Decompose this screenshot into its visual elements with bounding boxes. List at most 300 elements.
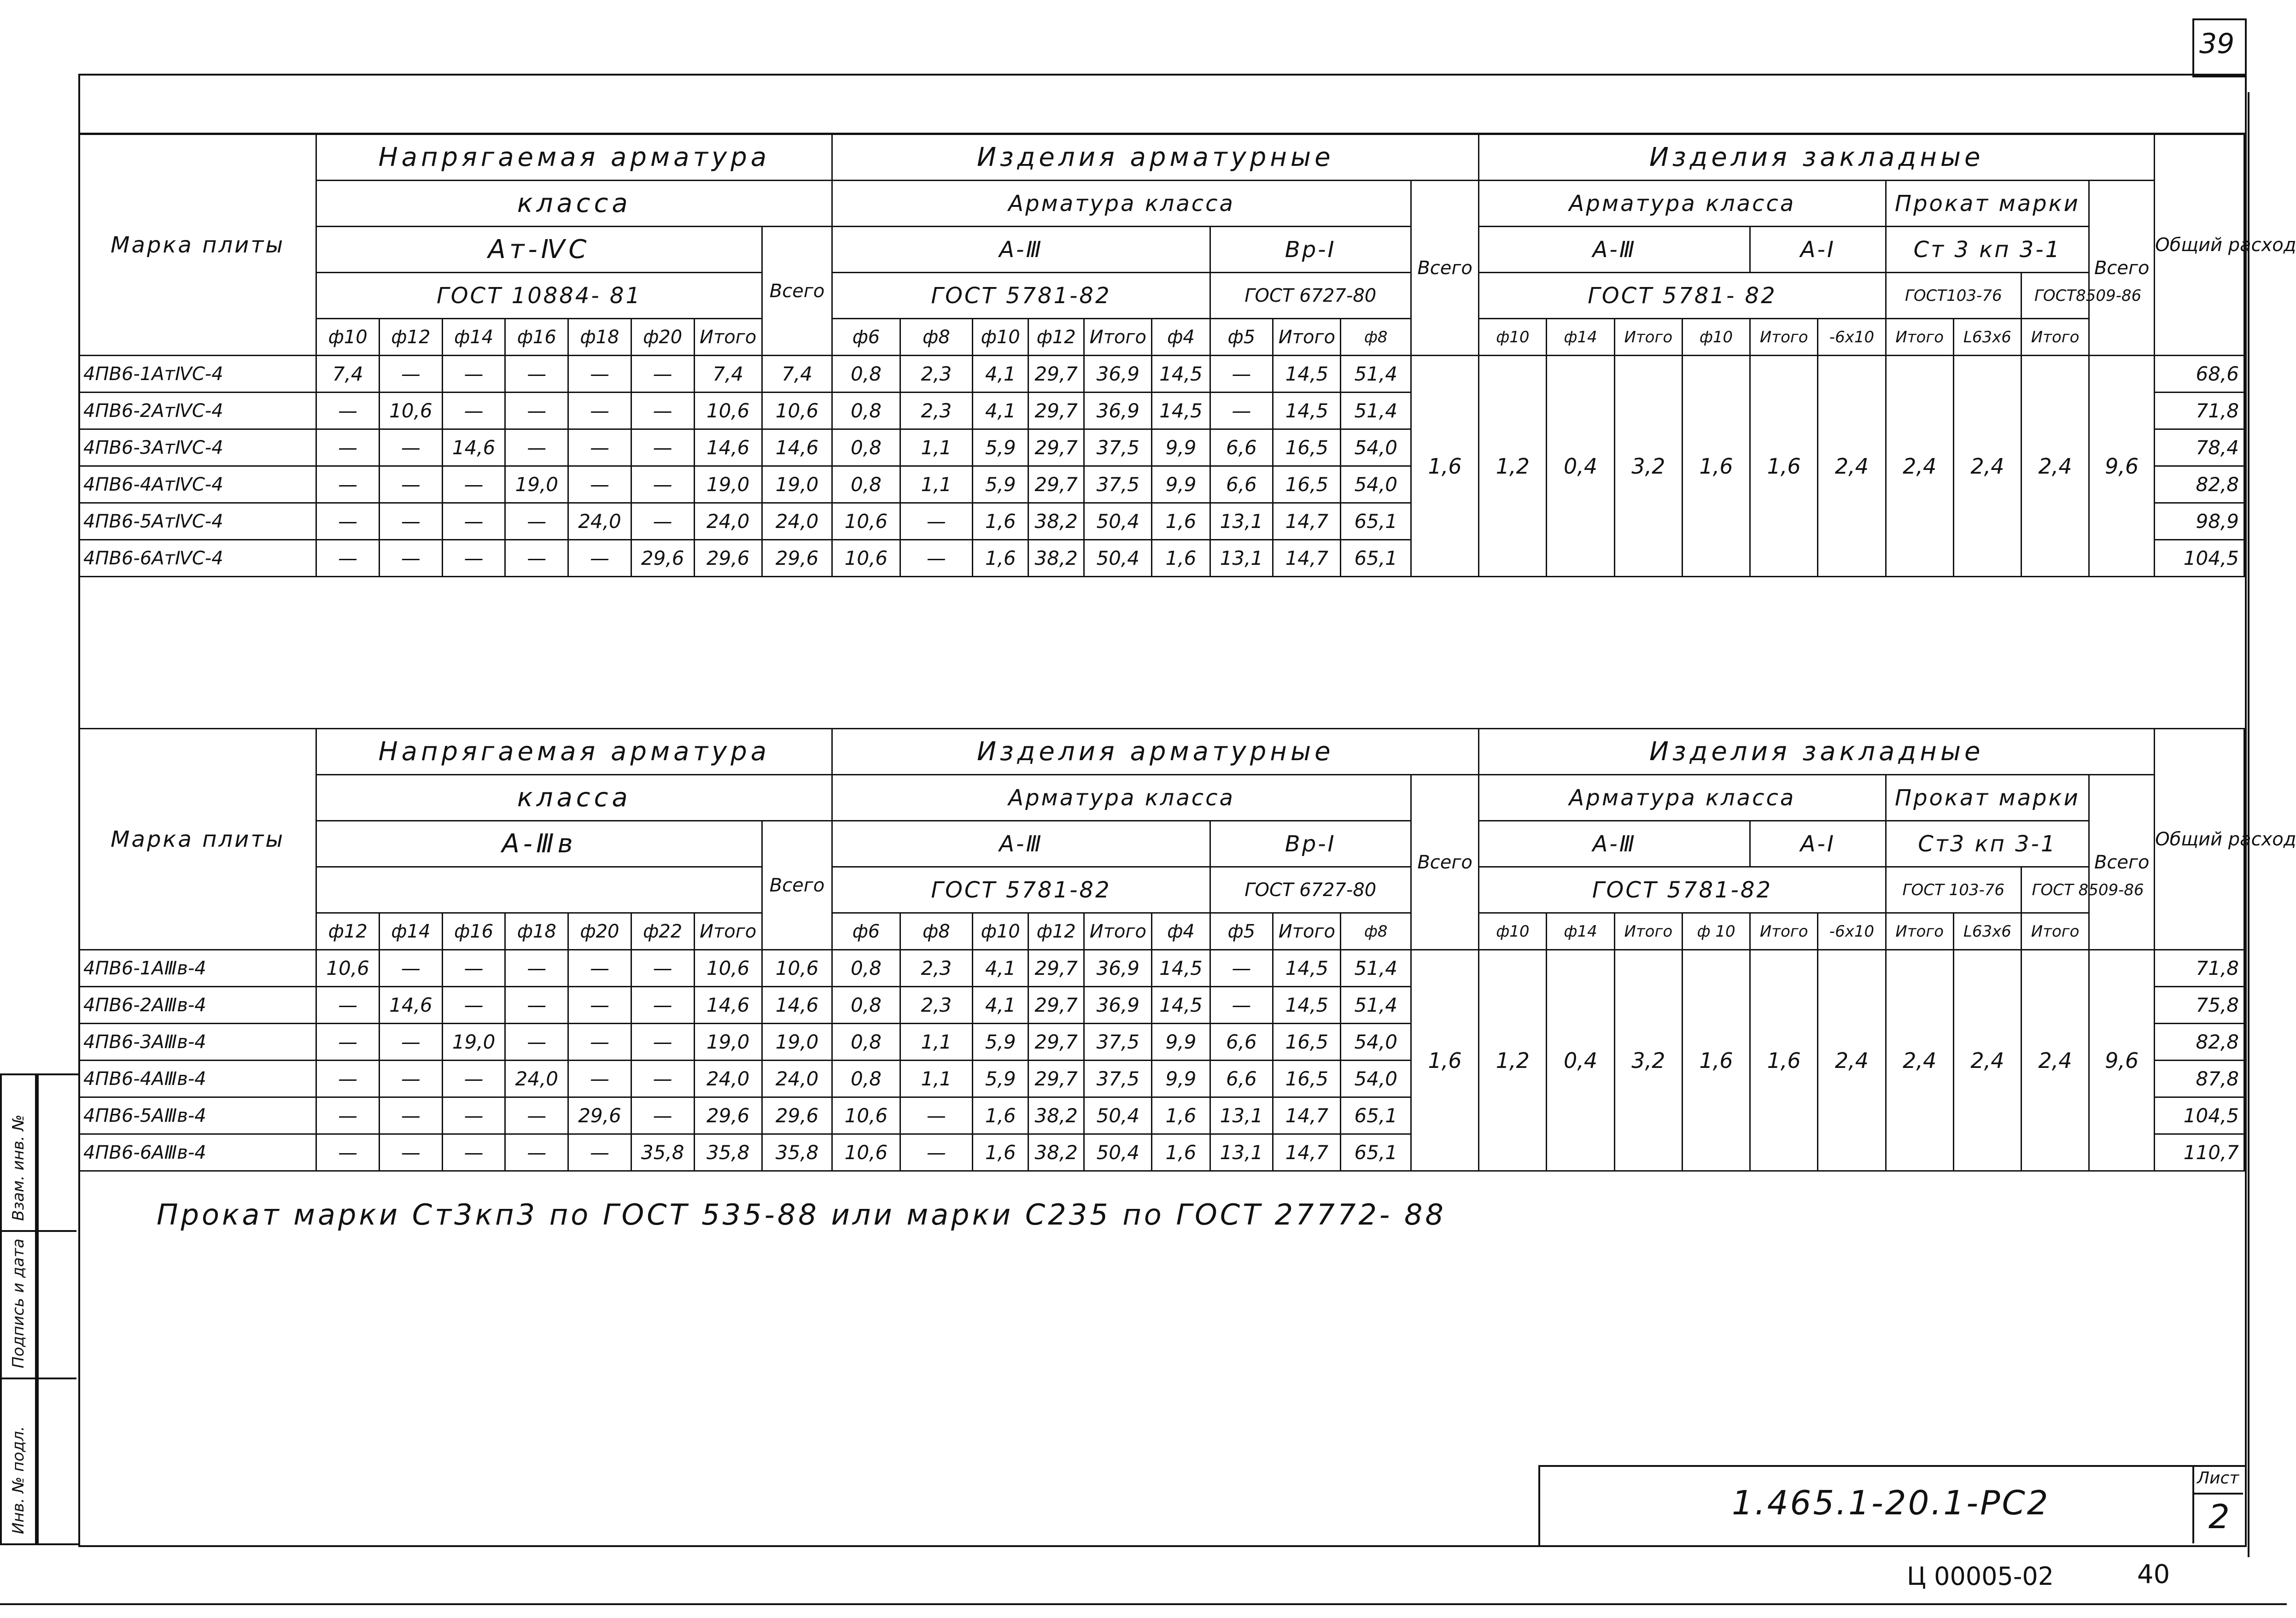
rebar-a3-gost: ГОСТ 5781-82: [832, 867, 1210, 913]
cell-value: —: [900, 503, 973, 540]
embedded-value: 1,6: [1682, 950, 1750, 1171]
table-row: [79, 950, 2244, 987]
column-header: ф12: [1028, 913, 1084, 950]
cell-value: —: [900, 1097, 973, 1134]
cell-value: 36,9: [1084, 950, 1152, 987]
cell-value: 29,7: [1028, 987, 1084, 1024]
column-header: ф10: [973, 913, 1028, 950]
cell-value: 5,9: [973, 466, 1028, 503]
cell-value: —: [631, 1061, 694, 1097]
cell-value: —: [380, 466, 443, 503]
embedded-value: 0,4: [1547, 356, 1614, 577]
archive-code: Ц 00005-02: [1907, 1562, 2054, 1591]
row-mark: 4ПВ6-3АтⅣС-4: [79, 429, 316, 466]
cell-value: 14,5: [1152, 987, 1210, 1024]
cell-total-rebar: 54,0: [1341, 1024, 1411, 1061]
cell-value: —: [631, 429, 694, 466]
cell-value: —: [380, 1097, 443, 1134]
cell-value: 14,7: [1273, 540, 1341, 577]
cell-total-prestressed: 24,0: [762, 1061, 832, 1097]
stamp-signature-date: Подпись и дата: [9, 1238, 28, 1368]
column-header: ф12: [316, 913, 380, 950]
cell-value: 14,5: [1152, 950, 1210, 987]
cell-total-rebar: 51,4: [1341, 393, 1411, 429]
row-mark: 4ПВ6-4АⅢв-4: [79, 1061, 316, 1097]
row-mark: 4ПВ6-4АтⅣС-4: [79, 466, 316, 503]
cell-total-overall: 87,8: [2155, 1061, 2244, 1097]
column-header: ф8: [900, 913, 973, 950]
cell-value: 2,3: [900, 356, 973, 393]
cell-value: —: [631, 503, 694, 540]
prestressed-total-header: Всего: [762, 227, 832, 356]
cell-value: 7,4: [694, 356, 762, 393]
cell-value: —: [1210, 987, 1273, 1024]
cell-value: —: [505, 356, 568, 393]
column-header: ф12: [1028, 319, 1084, 356]
cell-value: —: [568, 356, 631, 393]
embedded-class-a1: А-I: [1750, 821, 1886, 867]
cell-value: 50,4: [1084, 540, 1152, 577]
column-header: ф14: [380, 913, 443, 950]
embedded-class-a3: А-Ⅲ: [1479, 821, 1750, 867]
cell-value: 14,6: [694, 987, 762, 1024]
cell-value: —: [568, 1024, 631, 1061]
cell-total-rebar: 65,1: [1341, 1134, 1411, 1171]
column-header: ф22: [631, 913, 694, 950]
cell-value: 14,6: [380, 987, 443, 1024]
cell-value: 9,9: [1152, 1061, 1210, 1097]
embedded-value: 2,4: [1818, 950, 1886, 1171]
cell-value: 36,9: [1084, 356, 1152, 393]
column-header: ф14: [1547, 319, 1614, 356]
cell-value: —: [631, 356, 694, 393]
cell-value: —: [442, 540, 505, 577]
cell-value: 29,6: [694, 540, 762, 577]
stamp-inv-original: Инв. № подл.: [9, 1426, 28, 1534]
cell-value: 35,8: [694, 1134, 762, 1171]
cell-value: 29,7: [1028, 950, 1084, 987]
row-mark: 4ПВ6-6АⅢв-4: [79, 1134, 316, 1171]
cell-value: 14,5: [1273, 987, 1341, 1024]
group-subheader-class: класса: [316, 775, 832, 821]
cell-value: —: [442, 950, 505, 987]
cell-value: —: [316, 540, 380, 577]
cell-value: 16,5: [1273, 429, 1341, 466]
cell-value: 6,6: [1210, 429, 1273, 466]
cell-value: 10,6: [694, 393, 762, 429]
prestressed-total-header: Всего: [762, 821, 832, 950]
column-header: Итого: [1750, 913, 1818, 950]
column-header: ф12: [380, 319, 443, 356]
cell-value: 4,1: [973, 950, 1028, 987]
rebar-class-header: Арматура класса: [832, 775, 1411, 821]
embedded-value: 1,6: [1682, 356, 1750, 577]
embedded-value: 2,4: [1953, 356, 2021, 577]
rebar-bp-gost: ГОСТ 6727-80: [1210, 273, 1411, 319]
cell-value: 16,5: [1273, 466, 1341, 503]
cell-value: 29,7: [1028, 356, 1084, 393]
embedded-rolled-header: Прокат марки: [1886, 181, 2089, 227]
cell-total-prestressed: 35,8: [762, 1134, 832, 1171]
column-header: ф16: [505, 319, 568, 356]
cell-value: —: [505, 987, 568, 1024]
column-header: Итого: [1084, 319, 1152, 356]
cell-value: —: [505, 393, 568, 429]
rebar-class-bp: Вр-I: [1210, 227, 1411, 273]
embedded-steel-grade: Ст3 кп 3-1: [1886, 821, 2089, 867]
embedded-value: 2,4: [1886, 950, 1953, 1171]
cell-value: —: [1210, 950, 1273, 987]
column-header: ф14: [442, 319, 505, 356]
cell-value: 14,5: [1273, 950, 1341, 987]
group-header-prestressed: Напрягаемая арматура: [316, 729, 832, 775]
cell-value: —: [442, 356, 505, 393]
rebar-a3-gost: ГОСТ 5781-82: [832, 273, 1210, 319]
sheet-label: Лист: [2197, 1469, 2239, 1488]
cell-value: —: [316, 1097, 380, 1134]
cell-value: 38,2: [1028, 1097, 1084, 1134]
cell-value: —: [442, 393, 505, 429]
cell-value: —: [316, 1024, 380, 1061]
group-header-embedded-items: Изделия закладные: [1479, 135, 2155, 181]
cell-value: 0,8: [832, 950, 900, 987]
cell-value: —: [568, 1061, 631, 1097]
cell-value: 10,6: [832, 503, 900, 540]
embedded-gost-c: ГОСТ 8509-86: [2021, 867, 2155, 913]
cell-value: —: [442, 503, 505, 540]
cell-value: 29,7: [1028, 1061, 1084, 1097]
row-mark: 4ПВ6-5АтⅣС-4: [79, 503, 316, 540]
prestressed-class: Ат-ⅣС: [316, 227, 762, 273]
cell-value: 2,3: [900, 987, 973, 1024]
cell-total-overall: 82,8: [2155, 466, 2244, 503]
embedded-value: 2,4: [1886, 356, 1953, 577]
cell-value: 29,6: [631, 540, 694, 577]
cell-value: —: [380, 1134, 443, 1171]
prestressed-gost: [316, 867, 762, 913]
cell-value: —: [316, 1134, 380, 1171]
cell-value: 0,8: [832, 1061, 900, 1097]
cell-value: 4,1: [973, 356, 1028, 393]
embedded-value: 1,6: [1750, 950, 1818, 1171]
rebar-class-a3: А-Ⅲ: [832, 821, 1210, 867]
row-mark: 4ПВ6-1АтⅣС-4: [79, 356, 316, 393]
cell-value: 14,5: [1273, 393, 1341, 429]
prestressed-class: А-Ⅲв: [316, 821, 762, 867]
rebar-bp-gost: ГОСТ 6727-80: [1210, 867, 1411, 913]
column-header: Итого: [2021, 319, 2089, 356]
cell-value: —: [380, 1061, 443, 1097]
cell-value: 37,5: [1084, 429, 1152, 466]
cell-value: —: [631, 987, 694, 1024]
column-header: Итого: [1273, 319, 1341, 356]
row-mark: 4ПВ6-2АⅢв-4: [79, 987, 316, 1024]
cell-value: 14,6: [442, 429, 505, 466]
cell-value: —: [316, 503, 380, 540]
cell-value: —: [442, 1061, 505, 1097]
column-header: ф6: [832, 913, 900, 950]
embedded-value: 3,2: [1614, 356, 1682, 577]
column-header: L63х6: [1953, 319, 2021, 356]
cell-value: 0,8: [832, 393, 900, 429]
cell-value: 13,1: [1210, 540, 1273, 577]
cell-value: 14,6: [694, 429, 762, 466]
cell-value: 36,9: [1084, 393, 1152, 429]
cell-total-overall: 82,8: [2155, 1024, 2244, 1061]
cell-value: 10,6: [694, 950, 762, 987]
cell-value: 24,0: [505, 1061, 568, 1097]
cell-value: 6,6: [1210, 466, 1273, 503]
top-strip-line: [78, 133, 2245, 135]
cell-value: 0,8: [832, 466, 900, 503]
column-header: Итого: [1886, 913, 1953, 950]
cell-value: 4,1: [973, 393, 1028, 429]
cell-value: 37,5: [1084, 1024, 1152, 1061]
cell-value: 37,5: [1084, 1061, 1152, 1097]
cell-total-rebar: 65,1: [1341, 540, 1411, 577]
column-header: Итого: [1084, 913, 1152, 950]
cell-value: 1,6: [973, 1097, 1028, 1134]
cell-value: 24,0: [694, 503, 762, 540]
embedded-value: 2,4: [1818, 356, 1886, 577]
cell-value: 6,6: [1210, 1024, 1273, 1061]
embedded-steel-grade: Ст 3 кп 3-1: [1886, 227, 2089, 273]
cell-total-rebar: 65,1: [1341, 503, 1411, 540]
cell-value: —: [442, 1134, 505, 1171]
cell-value: 19,0: [505, 466, 568, 503]
cell-value: —: [380, 503, 443, 540]
right-edge-line: [2248, 92, 2249, 1557]
embedded-value: 1,6: [1411, 356, 1478, 577]
cell-total-rebar: 54,0: [1341, 1061, 1411, 1097]
cell-value: 1,6: [1152, 540, 1210, 577]
column-header-total: Общий расход: [2155, 729, 2244, 950]
cell-value: 36,9: [1084, 987, 1152, 1024]
embedded-total: 9,6: [2089, 356, 2155, 577]
cell-value: —: [442, 987, 505, 1024]
cell-value: —: [631, 950, 694, 987]
cell-value: 29,7: [1028, 466, 1084, 503]
cell-value: 35,8: [631, 1134, 694, 1171]
cell-value: —: [631, 1024, 694, 1061]
cell-value: 14,7: [1273, 503, 1341, 540]
cell-value: 2,3: [900, 393, 973, 429]
cell-value: 16,5: [1273, 1024, 1341, 1061]
embedded-class-a1: А-I: [1750, 227, 1886, 273]
cell-value: —: [900, 1134, 973, 1171]
cell-value: 6,6: [1210, 1061, 1273, 1097]
cell-value: —: [568, 950, 631, 987]
cell-value: 10,6: [832, 1097, 900, 1134]
spec-table-2: [78, 728, 2296, 1172]
rebar-total-header: Всего: [1411, 775, 1478, 950]
cell-value: —: [442, 1097, 505, 1134]
embedded-value: 1,2: [1479, 950, 1547, 1171]
prestressed-gost: ГОСТ 10884- 81: [316, 273, 762, 319]
cell-total-prestressed: 10,6: [762, 393, 832, 429]
cell-total-overall: 75,8: [2155, 987, 2244, 1024]
cell-total-prestressed: 24,0: [762, 503, 832, 540]
cell-value: 1,6: [1152, 503, 1210, 540]
cell-value: 50,4: [1084, 1097, 1152, 1134]
cell-value: 9,9: [1152, 466, 1210, 503]
embedded-total-header: Всего: [2089, 775, 2155, 950]
embedded-value: 2,4: [2021, 950, 2089, 1171]
row-mark: 4ПВ6-5АⅢв-4: [79, 1097, 316, 1134]
cell-value: —: [631, 393, 694, 429]
cell-value: —: [505, 950, 568, 987]
embedded-rolled-header: Прокат марки: [1886, 775, 2089, 821]
rebar-class-bp: Вр-I: [1210, 821, 1411, 867]
cell-value: 29,7: [1028, 393, 1084, 429]
column-header: Итого: [694, 319, 762, 356]
column-header: ф18: [568, 319, 631, 356]
cell-value: 1,6: [973, 503, 1028, 540]
cell-value: —: [568, 540, 631, 577]
cell-value: —: [568, 393, 631, 429]
column-header: ф20: [631, 319, 694, 356]
column-header: ф8: [900, 319, 973, 356]
cell-value: 19,0: [694, 1024, 762, 1061]
cell-value: —: [568, 987, 631, 1024]
cell-value: 1,1: [900, 1024, 973, 1061]
embedded-gost-b: ГОСТ103-76: [1886, 273, 2021, 319]
corner-page-number: 39: [2199, 28, 2235, 60]
cell-total-prestressed: 14,6: [762, 987, 832, 1024]
column-header: ф10: [1479, 913, 1547, 950]
cell-value: 5,9: [973, 429, 1028, 466]
embedded-rebar-class-header: Арматура класса: [1479, 775, 1886, 821]
cell-value: 1,6: [1152, 1134, 1210, 1171]
cell-value: 0,8: [832, 356, 900, 393]
cell-value: 19,0: [694, 466, 762, 503]
table-row: [79, 356, 2244, 393]
cell-value: —: [316, 393, 380, 429]
embedded-value: 1,6: [1411, 950, 1478, 1171]
column-header: Итого: [1750, 319, 1818, 356]
column-header: Итого: [1614, 913, 1682, 950]
column-header: ф10: [1682, 319, 1750, 356]
document-code: 1.465.1-20.1-РС2: [1732, 1483, 2050, 1522]
embedded-value: 1,6: [1750, 356, 1818, 577]
cell-value: 38,2: [1028, 503, 1084, 540]
cell-value: —: [568, 1134, 631, 1171]
embedded-total: 9,6: [2089, 950, 2155, 1171]
column-header: -6х10: [1818, 319, 1886, 356]
embedded-class-a3: А-Ⅲ: [1479, 227, 1750, 273]
cell-value: 1,6: [1152, 1097, 1210, 1134]
cell-total-overall: 71,8: [2155, 393, 2244, 429]
cell-value: 4,1: [973, 987, 1028, 1024]
bottom-rule: [0, 1603, 2287, 1605]
cell-value: —: [1210, 393, 1273, 429]
row-mark: 4ПВ6-2АтⅣС-4: [79, 393, 316, 429]
embedded-gost-c: ГОСТ8509-86: [2021, 273, 2155, 319]
column-header-mark: Марка плиты: [79, 135, 316, 356]
sheet-number: 2: [2208, 1497, 2230, 1536]
column-header-total: Общий расход: [2155, 135, 2244, 356]
spec-table-1: [78, 134, 2296, 577]
column-header: Итого: [1886, 319, 1953, 356]
cell-value: 14,5: [1152, 393, 1210, 429]
cell-value: 5,9: [973, 1024, 1028, 1061]
cell-value: 10,6: [832, 1134, 900, 1171]
cell-value: 19,0: [442, 1024, 505, 1061]
cell-total-overall: 104,5: [2155, 1097, 2244, 1134]
column-header-mark: Марка плиты: [79, 729, 316, 950]
cell-value: —: [900, 540, 973, 577]
cell-total-rebar: 65,1: [1341, 1097, 1411, 1134]
column-header: ф18: [505, 913, 568, 950]
cell-value: —: [380, 356, 443, 393]
cell-value: 1,1: [900, 466, 973, 503]
cell-total-overall: 110,7: [2155, 1134, 2244, 1171]
cell-value: —: [505, 1134, 568, 1171]
cell-value: 1,6: [973, 540, 1028, 577]
cell-total-prestressed: 29,6: [762, 1097, 832, 1134]
cell-value: —: [316, 466, 380, 503]
cell-total-overall: 104,5: [2155, 540, 2244, 577]
cell-total-prestressed: 19,0: [762, 466, 832, 503]
group-header-embedded-items: Изделия закладные: [1479, 729, 2155, 775]
embedded-gost-a: ГОСТ 5781-82: [1479, 867, 1886, 913]
cell-value: 14,5: [1152, 356, 1210, 393]
row-mark: 4ПВ6-6АтⅣС-4: [79, 540, 316, 577]
column-header: L63х6: [1953, 913, 2021, 950]
cell-value: —: [380, 540, 443, 577]
cell-value: 14,7: [1273, 1134, 1341, 1171]
cell-value: 24,0: [568, 503, 631, 540]
column-header: ф16: [442, 913, 505, 950]
cell-total-rebar: 51,4: [1341, 987, 1411, 1024]
column-header: ф8: [1341, 913, 1411, 950]
cell-value: 24,0: [694, 1061, 762, 1097]
cell-value: 13,1: [1210, 503, 1273, 540]
column-header: ф 10: [1682, 913, 1750, 950]
cell-value: 0,8: [832, 1024, 900, 1061]
cell-value: —: [380, 950, 443, 987]
row-mark: 4ПВ6-3АⅢв-4: [79, 1024, 316, 1061]
embedded-rebar-class-header: Арматура класса: [1479, 181, 1886, 227]
embedded-gost-a: ГОСТ 5781- 82: [1479, 273, 1886, 319]
cell-total-overall: 68,6: [2155, 356, 2244, 393]
cell-value: 7,4: [316, 356, 380, 393]
cell-value: 29,6: [694, 1097, 762, 1134]
cell-value: 16,5: [1273, 1061, 1341, 1097]
cell-value: 9,9: [1152, 1024, 1210, 1061]
bottom-page-number: 40: [2137, 1559, 2170, 1589]
cell-value: —: [505, 1024, 568, 1061]
column-header: Итого: [1614, 319, 1682, 356]
cell-total-rebar: 51,4: [1341, 356, 1411, 393]
cell-value: 10,6: [832, 540, 900, 577]
cell-value: 29,7: [1028, 429, 1084, 466]
embedded-value: 0,4: [1547, 950, 1614, 1171]
column-header: ф14: [1547, 913, 1614, 950]
column-header: ф20: [568, 913, 631, 950]
cell-value: —: [505, 540, 568, 577]
group-header-rebar-items: Изделия арматурные: [832, 135, 1479, 181]
cell-value: 1,1: [900, 1061, 973, 1097]
cell-value: 50,4: [1084, 503, 1152, 540]
cell-value: 0,8: [832, 429, 900, 466]
stamp-inv-replace: Взам. инв. №: [9, 1114, 28, 1221]
cell-value: —: [631, 466, 694, 503]
cell-value: —: [631, 1097, 694, 1134]
cell-total-prestressed: 14,6: [762, 429, 832, 466]
cell-value: —: [316, 429, 380, 466]
cell-value: 13,1: [1210, 1134, 1273, 1171]
